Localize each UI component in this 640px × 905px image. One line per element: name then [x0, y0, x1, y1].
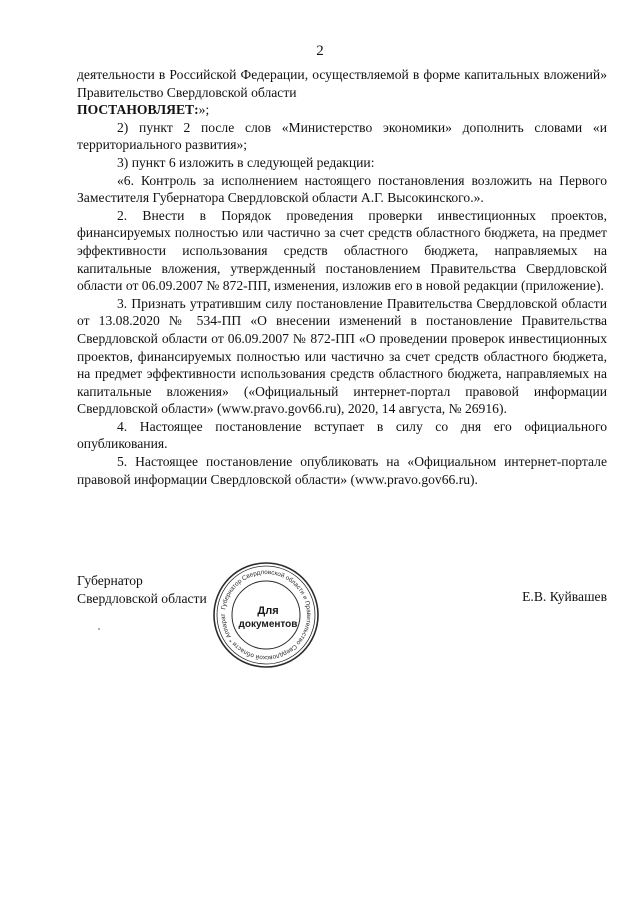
paragraph-section-4: 4. Настоящее постановление вступает в силу со дня его официального опубликования.: [77, 418, 607, 452]
paragraph-item-2: [77, 119, 607, 154]
seal-center-line-1: Для: [257, 605, 279, 617]
paragraph-item-3: [77, 154, 607, 172]
paragraph-section-2: 2. Внести в Порядок проведения проверки инвестиционных проектов, финансируемых полностью или частично за счет средств областного бюджета, на предмет эффективности использования средств областного бюджета, направляемых на капитальные вложения, утвержденный постановлением Правительства Свердловской области от 06.09.2007 № 872-ПП, изменения, изложив его в новой редакции (приложение).: [77, 207, 607, 294]
paragraph-quote-6: «6. Контроль за исполнением настоящего постановления возложить на Первого Заместителя Губернатора Свердловской области А.Г. Высокинского.».: [77, 172, 607, 206]
paragraph-intro: деятельности в Российской Федерации, осуществляемой в форме капитальных вложений» Правительство Свердловской области: [77, 67, 607, 100]
signatory-position: [77, 572, 207, 607]
decree-line: [77, 101, 607, 119]
document-body: [77, 66, 607, 488]
decree-suffix: »;: [198, 102, 210, 118]
paragraph-section-5: 5. Настоящее постановление опубликовать на «Официальном интернет-портале правовой информации Свердловской области» (www.pravo.gov66.ru).: [77, 454, 607, 487]
item-2-text: пункт 2 после слов «Министерство экономики» дополнить словами «и территориального развития»;: [77, 119, 607, 153]
official-seal-icon: [211, 560, 321, 670]
seal-ring-path: Губернатор Свердловской области и Правительство Свердловской области * Аппарат: [219, 568, 313, 662]
page-number: 2: [316, 43, 324, 59]
seal-center-line-2: документов: [238, 619, 298, 630]
position-line-1: Губернатор: [77, 573, 143, 588]
signatory-name: Е.В. Куйвашев: [522, 589, 607, 604]
decree-word: ПОСТАНОВЛЯЕТ:: [77, 102, 199, 118]
paragraph-section-3: 3. Признать утратившим силу постановление Правительства Свердловской области от 13.08.2020 № 534-ПП «О внесении изменений в постановление Правительства Свердловской области от 06.09.2007 № 872-ПП «О проведении проверок инвестиционных проектов, финансируемых полностью или частично за счет средств областного бюджета, на предмет эффективности использования средств областного бюджета, направляемых на капитальные вложения» («Официальный интернет-портал правовой информации Свердловской области» (www.pravo.gov66.ru), 2020, 14 августа, № 26916).: [77, 295, 607, 417]
scan-speck: [98, 628, 100, 630]
item-3-text: пункт 6 изложить в следующей редакции:: [131, 154, 375, 170]
position-line-2: Свердловской области: [77, 590, 207, 606]
item-2-marker: 2): [117, 119, 129, 135]
item-3-marker: 3): [117, 154, 129, 170]
signature-block: [77, 568, 607, 692]
